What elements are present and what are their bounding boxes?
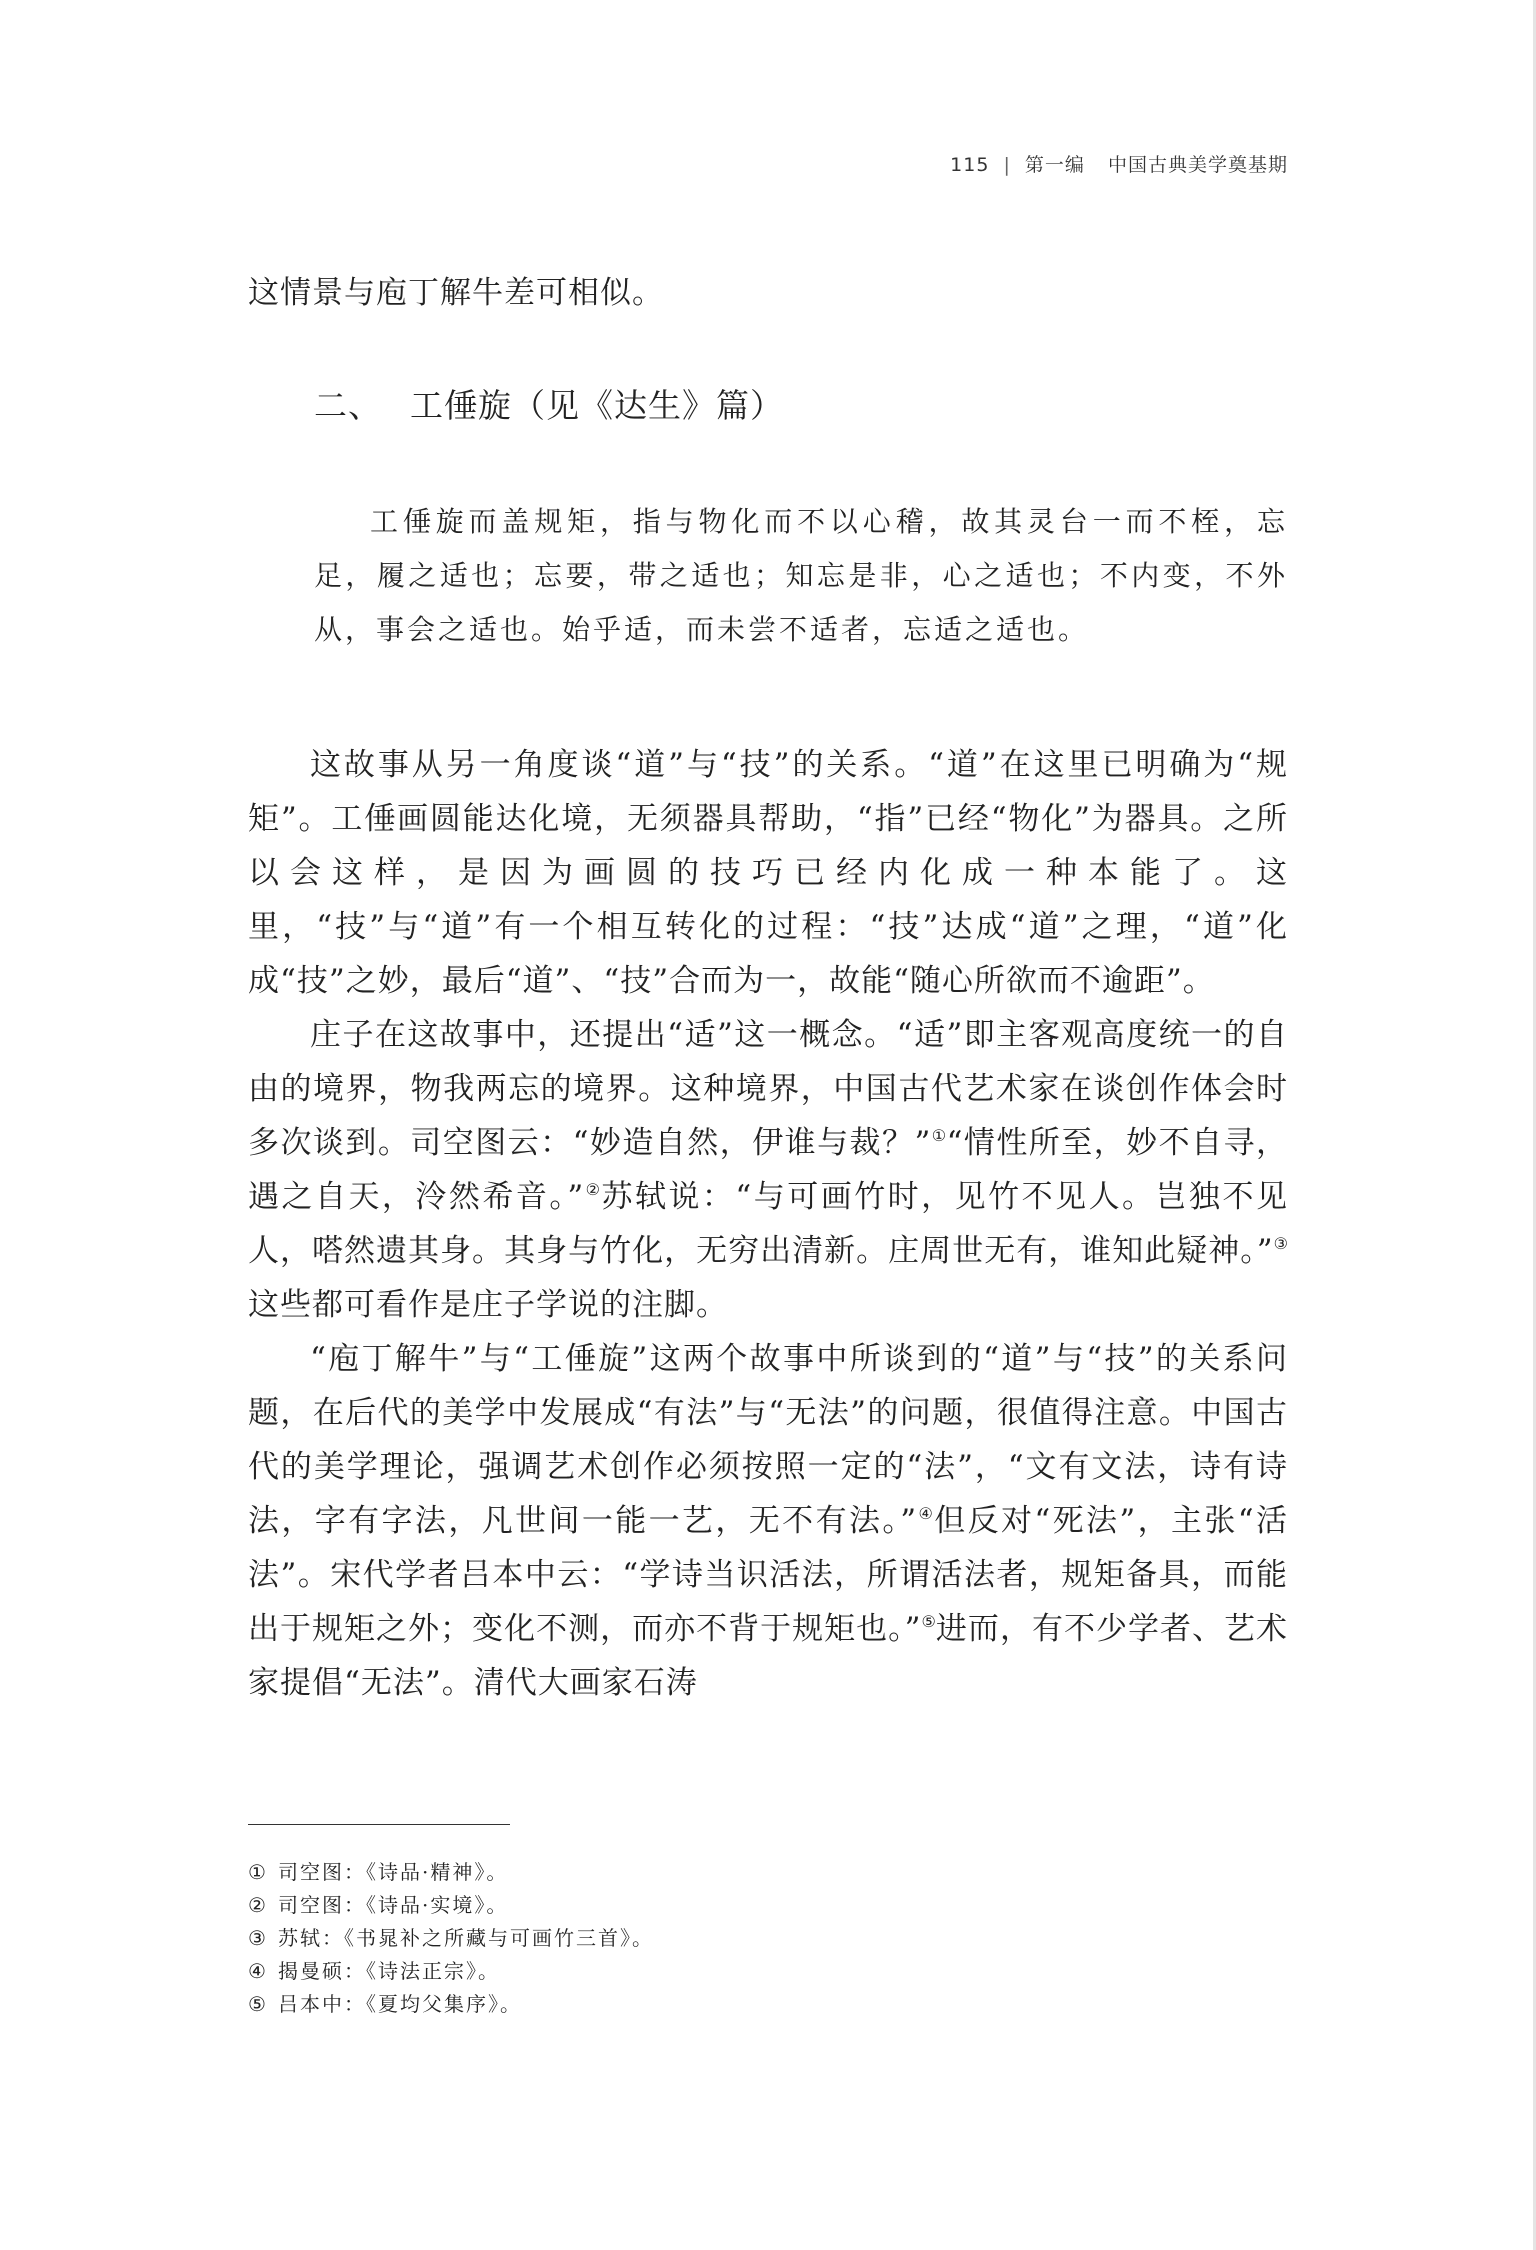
footnote-1 — [248, 1856, 1288, 1889]
intro-block — [248, 266, 1288, 320]
footnote-ref-4[interactable]: ④ — [917, 1504, 935, 1523]
footnote-mark: ⑤ — [248, 1992, 268, 2016]
page-number: 115 — [950, 154, 990, 176]
footnote-4 — [248, 1955, 1288, 1988]
footnote-mark: ③ — [248, 1926, 268, 1950]
paragraph-2 — [248, 1008, 1288, 1332]
paragraph-2-seg-3: 苏轼说：“与可画竹时，见竹不见人。岂独不见人，嗒然遗其身。其身与竹化，无穷出清新。庄周世无有，谁知此疑神。” — [248, 1179, 1288, 1269]
footnote-ref-3[interactable]: ③ — [1273, 1234, 1288, 1253]
paragraph-2-seg-1: 庄子在这故事中，还提出“适”这一概念。“适”即主客观高度统一的自由的境界，物我两忘的境界。这种境界，中国古代艺术家在谈创作体会时多次谈到。司空图云：“妙造自然，伊谁与裁？” — [248, 1017, 1288, 1161]
footnote-divider — [248, 1824, 510, 1825]
paragraph-3 — [248, 1332, 1288, 1710]
paragraph-1: 这故事从另一角度谈“道”与“技”的关系。“道”在这里已明确为“规矩”。工倕画圆能达化境，无须器具帮助，“指”已经“物化”为器具。之所以会这样，是因为画圆的技巧已经内化成一种本能了。这里，“技”与“道”有一个相互转化的过程：“技”达成“道”之理，“道”化成“技”之妙，最后“道”、“技”合而为一，故能“随心所欲而不逾距”。 — [248, 747, 1288, 999]
paragraph-2-seg-2: “情性所至，妙不自寻，遇之自天，泠然希音。” — [248, 1125, 1288, 1215]
header-separator: | — [1003, 154, 1011, 176]
section-number: 二、 — [314, 386, 382, 425]
footnote-text: 苏轼：《书晁补之所藏与可画竹三首》。 — [278, 1926, 654, 1950]
footnote-mark: ② — [248, 1893, 268, 1917]
footnote-text: 司空图：《诗品·精神》。 — [278, 1860, 509, 1884]
footnote-text: 揭曼硕：《诗法正宗》。 — [278, 1959, 500, 1983]
paragraph-2-seg-4: 这些都可看作是庄子学说的注脚。 — [248, 1287, 728, 1323]
intro-line: 这情景与庖丁解牛差可相似。 — [248, 275, 664, 311]
footnote-2 — [248, 1889, 1288, 1922]
footnote-5 — [248, 1988, 1288, 2021]
footnote-ref-1[interactable]: ① — [931, 1126, 947, 1145]
paragraph-3-seg-3: 进而，有不少学者、艺术家提倡“无法”。清代大画家石涛 — [248, 1611, 1289, 1701]
footnote-text: 司空图：《诗品·实境》。 — [278, 1893, 509, 1917]
footnote-text: 吕本中：《夏均父集序》。 — [278, 1992, 522, 2016]
section-title: 工倕旋（见《达生》篇） — [410, 386, 784, 425]
footnote-mark: ① — [248, 1860, 268, 1884]
footnote-ref-5[interactable]: ⑤ — [921, 1612, 936, 1631]
footnote-ref-2[interactable]: ② — [584, 1180, 602, 1199]
block-quote: 工倕旋而盖规矩，指与物化而不以心稽，故其灵台一而不桎，忘足，履之适也；忘要，带之适也；知忘是非，心之适也；不内变，不外从，事会之适也。始乎适，而未尝不适者，忘适之适也。 — [314, 505, 1288, 646]
footnote-list — [248, 1856, 1288, 2021]
header-part: 第一编 — [1024, 154, 1085, 176]
paragraph-3-seg-2: 但反对“死法”，主张“活法”。宋代学者吕本中云：“学诗当识活法，所谓活法者，规矩备具，而能出于规矩之外；变化不测，而亦不背于规矩也。” — [248, 1503, 1288, 1647]
header-title: 中国古典美学奠基期 — [1107, 154, 1288, 176]
paragraph-3-seg-1: “庖丁解牛”与“工倕旋”这两个故事中所谈到的“道”与“技”的关系问题，在后代的美学中发展成“有法”与“无法”的问题，很值得注意。中国古代的美学理论，强调艺术创作必须按照一定的“法”，“文有文法，诗有诗法，字有字法，凡世间一能一艺，无不有法。” — [248, 1341, 1288, 1539]
main-text — [248, 738, 1288, 1710]
footnote-3 — [248, 1922, 1288, 1955]
footnote-mark: ④ — [248, 1959, 268, 1983]
running-header — [950, 150, 1288, 177]
section-heading — [314, 380, 784, 427]
